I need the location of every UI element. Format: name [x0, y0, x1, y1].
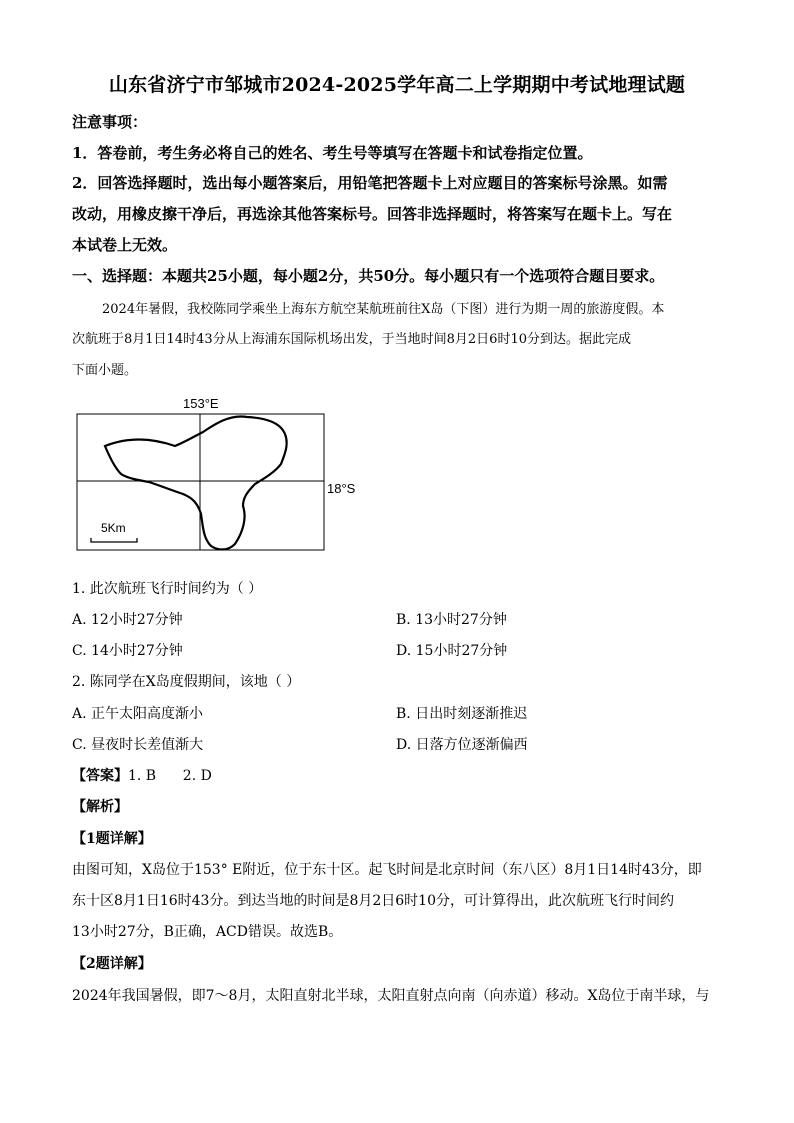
q2-option-b: B. 日出时刻逐渐推迟 [396, 706, 528, 722]
notice-item-2-line-3: 本试卷上无效。 [72, 236, 178, 254]
answer-label: 【答案】 [72, 768, 128, 784]
island-map [75, 394, 365, 556]
passage-line-3: 下面小题。 [72, 363, 138, 378]
scale-label: 5Km [101, 521, 126, 535]
analysis-label: 【解析】 [72, 799, 128, 815]
notice-item-1: 1．答卷前，考生务必将自己的姓名、考生号等填写在答题卡和试卷指定位置。 [72, 144, 593, 162]
notice-item-2-line-2: 改动，用橡皮擦干净后，再选涂其他答案标号。回答非选择题时，将答案写在题卡上。写在 [72, 205, 673, 223]
passage-line-2: 次航班于8月1日14时43分从上海浦东国际机场出发，于当地时间8月2日6时10分到达。据此完成 [72, 332, 631, 347]
scale-bar [91, 538, 137, 542]
detail-1-line-1: 由图可知，X岛位于153° E附近，位于东十区。起飞时间是北京时间（东八区）8月1日14时43分，即 [72, 862, 702, 878]
detail-1-line-2: 东十区8月1日16时43分。到达当地的时间是8月2日6时10分，可计算得出，此次航班飞行时间约 [72, 893, 674, 909]
q2-option-c: C. 昼夜时长差值渐大 [72, 737, 204, 753]
q2-option-d: D. 日落方位逐渐偏西 [396, 737, 528, 753]
detail-2-heading: 【2题详解】 [72, 956, 152, 972]
q1-option-c: C. 14小时27分钟 [72, 643, 183, 659]
section-heading: 一、选择题：本题共25小题，每小题2分，共50分。每小题只有一个选项符合题目要求。 [72, 267, 665, 285]
detail-2-line-1: 2024年我国暑假，即7～8月，太阳直射北半球，太阳直射点向南（向赤道）移动。X岛位于南半球，与 [72, 988, 710, 1004]
q1-option-a: A. 12小时27分钟 [72, 612, 183, 628]
q1-option-b: B. 13小时27分钟 [396, 612, 507, 628]
q2-option-a: A. 正午太阳高度渐小 [72, 706, 204, 722]
detail-1-line-3: 13小时27分，B正确，ACD错误。故选B。 [72, 924, 343, 940]
answer-value: 1. B 2. D [128, 768, 212, 784]
page-title: 山东省济宁市邹城市2024-2025学年高二上学期期中考试地理试题 [108, 74, 686, 96]
q2-stem: 2. 陈同学在X岛度假期间，该地（ ） [72, 674, 301, 690]
passage-line-1: 2024年暑假，我校陈同学乘坐上海东方航空某航班前往X岛（下图）进行为期一周的旅游度假。本 [102, 302, 665, 317]
answer-line [72, 765, 722, 785]
latitude-label: 18°S [327, 481, 356, 496]
island-outline [105, 416, 287, 549]
q1-stem: 1. 此次航班飞行时间约为（ ） [72, 581, 263, 597]
notice-item-2-line-1: 2．回答选择题时，选出每小题答案后，用铅笔把答题卡上对应题目的答案标号涂黑。如需 [72, 174, 668, 192]
detail-1-heading: 【1题详解】 [72, 831, 152, 847]
longitude-label: 153°E [183, 396, 219, 411]
q1-option-d: D. 15小时27分钟 [396, 643, 508, 659]
notice-heading: 注意事项： [72, 113, 148, 131]
